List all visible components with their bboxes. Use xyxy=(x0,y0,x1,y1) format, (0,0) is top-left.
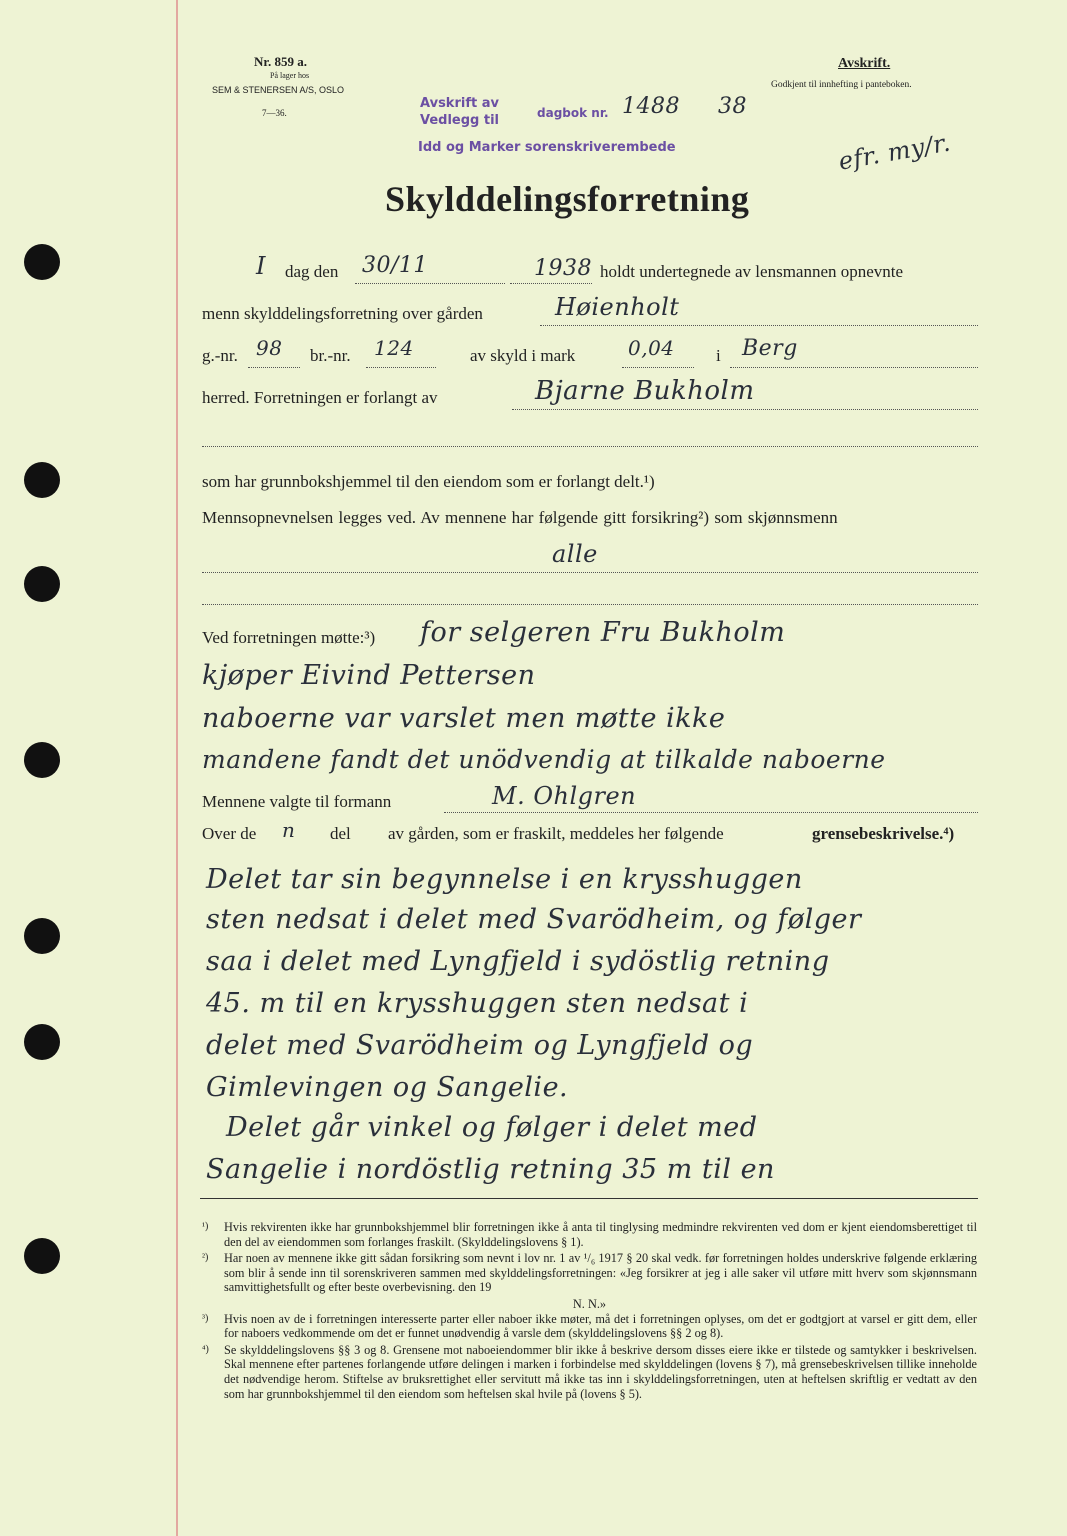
sworn-line-1 xyxy=(202,572,978,573)
footnote xyxy=(202,1343,977,1401)
skyld-value: 0,04 xyxy=(628,336,675,360)
approval-text: Godkjent til innhefting i panteboken. xyxy=(771,80,912,90)
formann-line xyxy=(444,812,978,813)
footnote xyxy=(202,1220,977,1249)
footnote-text: Har noen av mennene ikke gitt sådan forsikring som nevnt i lov nr. 1 av ¹/₆ 1917 § 20 skal vedk. før forretningen holdes underskrive følgende erklæring som blir å sende inn til sorenskriveren sammen med skylddelingsforretningen: «Jeg forsikrer at jeg i alle saker vil utføre mitt hverv som skjønnsmann samvittighetsfullt og efter beste overbevisning. den 19 xyxy=(224,1251,977,1295)
description-line: delet med Svarödheim og Lyngfjeld og xyxy=(206,1030,754,1061)
publisher-line2: SEM & STENERSEN A/S, OSLO xyxy=(212,85,345,95)
skyld-label: av skyld i mark xyxy=(470,346,576,365)
footnote-mark: ³) xyxy=(202,1312,209,1324)
grunnbok-text: som har grunnbokshjemmel til den eiendom som er forlangt delt.¹) xyxy=(202,472,655,491)
footnote-mark: ¹) xyxy=(202,1221,209,1232)
municipality-line xyxy=(730,367,978,368)
stamp-dagbok-year: 38 xyxy=(718,94,747,119)
requester-value: Bjarne Bukholm xyxy=(535,376,755,406)
form-number: Nr. 859 a. xyxy=(254,54,307,69)
stamp-dagbok-number: 1488 xyxy=(622,94,680,119)
skyld-line xyxy=(622,367,694,368)
attendee-line3: naboerne var varslet men møtte ikke xyxy=(202,703,726,734)
dag-label: dag den xyxy=(285,262,339,281)
publisher-line1: På lager hos xyxy=(270,71,310,80)
punch-hole xyxy=(24,462,60,498)
punch-hole xyxy=(24,1238,60,1274)
footnote-text: Se skylddelingslovens §§ 3 og 8. Grensene mot naboeiendommer blir ikke å beskrive dersom disses eiere ikke er tilstede og samtykker i beskrivelsen. Skal mennene efter partenes forlangende utføre delingen i marken i forbindelse med skylddelingen (lovens § 7), må grensebeskrivelsen tillike inneholde det nødvendige herom. Stiftelse av bruksrettighet eller servitutt må ikke tas inn i skylddelingsforretningen, uten at heftelsen skriftlig er vedtatt av den som har grunnbokshjemmel til den eiendom som heftelsen skal hvile på (lovens § 5). xyxy=(224,1342,977,1401)
nn-signature: N. N.» xyxy=(572,1296,607,1311)
fraskilt-text: av gården, som er fraskilt, meddeles her følgende xyxy=(388,824,724,843)
margin-annotation: efr. my/r. xyxy=(836,128,953,176)
footnote-text: Hvis noen av de i forretningen interesserte parter eller naboer ikke møter, må det i forretningen oplyses, om det er godtgjort at varsel er gitt dem, eller for naboers vedkommende om det er funnet unødvendig å varsle dem (skylddelingslovens §§ 2 og 8). xyxy=(224,1311,977,1341)
footnote xyxy=(202,1312,977,1341)
footnote-text: Hvis rekvirenten ikke har grunnbokshjemmel blir forretningen ikke å anta til tinglysing medmindre rekvirenten ved dom er kjent eiendomsberettiget til den del av eiendommen som forlanges fraskilt. (Skylddelingslovens § 1). xyxy=(224,1220,977,1249)
description-line: Gimlevingen og Sangelie. xyxy=(206,1072,569,1103)
year-line xyxy=(510,283,592,284)
description-line: Delet går vinkel og følger i delet med xyxy=(226,1112,758,1143)
punch-hole xyxy=(24,742,60,778)
footnotes xyxy=(202,1220,977,1403)
sworn-value: alle xyxy=(552,540,598,568)
stamp-dagbok-label: dagbok nr. xyxy=(537,106,609,120)
mote-label: Ved forretningen møtte:³) xyxy=(202,628,376,647)
attendee-line1: for selgeren Fru Bukholm xyxy=(420,617,786,648)
date-line xyxy=(355,283,505,284)
gnr-value: 98 xyxy=(256,336,283,360)
mennsop-text: Mennsopnevnelsen legges ved. Av mennene har følgende gitt forsikring²) som skjønnsmenn xyxy=(202,508,838,527)
gnr-line xyxy=(248,367,300,368)
del-label: del xyxy=(330,824,351,843)
farm-line xyxy=(540,325,978,326)
date-value: 30/11 xyxy=(362,253,428,278)
day-prefix: I xyxy=(256,252,266,280)
punch-hole xyxy=(24,244,60,280)
brnr-line xyxy=(366,367,436,368)
punch-hole xyxy=(24,1024,60,1060)
municipality-value: Berg xyxy=(742,336,798,361)
blank-line xyxy=(202,446,978,447)
attendee-line4: mandene fandt det unödvendig at tilkalde naboerne xyxy=(202,745,886,774)
attendee-line2: kjøper Eivind Pettersen xyxy=(202,660,536,691)
punch-hole xyxy=(24,566,60,602)
footnote-mark: ²) xyxy=(202,1252,209,1264)
stamp-line2: Vedlegg til xyxy=(420,113,500,128)
over-fill: n xyxy=(282,818,296,842)
held-text: holdt undertegnede av lensmannen opnevnte xyxy=(600,262,904,281)
page-title: Skylddelingsforretning xyxy=(385,179,750,219)
copy-label: Avskrift. xyxy=(838,56,891,71)
formann-label: Mennene valgte til formann xyxy=(202,792,392,811)
description-line: sten nedsat i delet med Svarödheim, og følger xyxy=(206,904,862,935)
formann-value: M. Ohlgren xyxy=(492,782,637,810)
men-text: menn skylddelingsforretning over gården xyxy=(202,304,483,323)
footnote-mark: ⁴) xyxy=(202,1343,209,1355)
footnote xyxy=(202,1251,977,1295)
description-line: 45. m til en krysshuggen sten nedsat i xyxy=(206,988,749,1019)
i-label: i xyxy=(716,346,721,365)
stamp-line3: Idd og Marker sorenskriverembede xyxy=(418,140,676,155)
margin-line xyxy=(176,0,178,1536)
farm-value: Høienholt xyxy=(555,293,680,321)
description-line: saa i delet med Lyngfjeld i sydöstlig retning xyxy=(206,946,830,977)
over-label: Over de xyxy=(202,824,257,843)
punch-hole xyxy=(24,918,60,954)
brnr-label: br.-nr. xyxy=(310,346,351,365)
grense-label: grensebeskrivelse.⁴) xyxy=(812,824,955,843)
stamp-line1: Avskrift av xyxy=(420,96,499,111)
description-line: Sangelie i nordöstlig retning 35 m til en xyxy=(206,1154,775,1185)
date-code: 7—36. xyxy=(262,108,287,118)
herred-text: herred. Forretningen er forlangt av xyxy=(202,388,438,407)
sworn-line-2 xyxy=(202,604,978,605)
year-value: 1938 xyxy=(534,256,592,281)
brnr-value: 124 xyxy=(374,336,414,360)
description-underline xyxy=(200,1198,978,1199)
gnr-label: g.-nr. xyxy=(202,346,238,365)
description-line: Delet tar sin begynnelse i en krysshuggen xyxy=(206,864,803,895)
requester-line xyxy=(512,409,978,410)
